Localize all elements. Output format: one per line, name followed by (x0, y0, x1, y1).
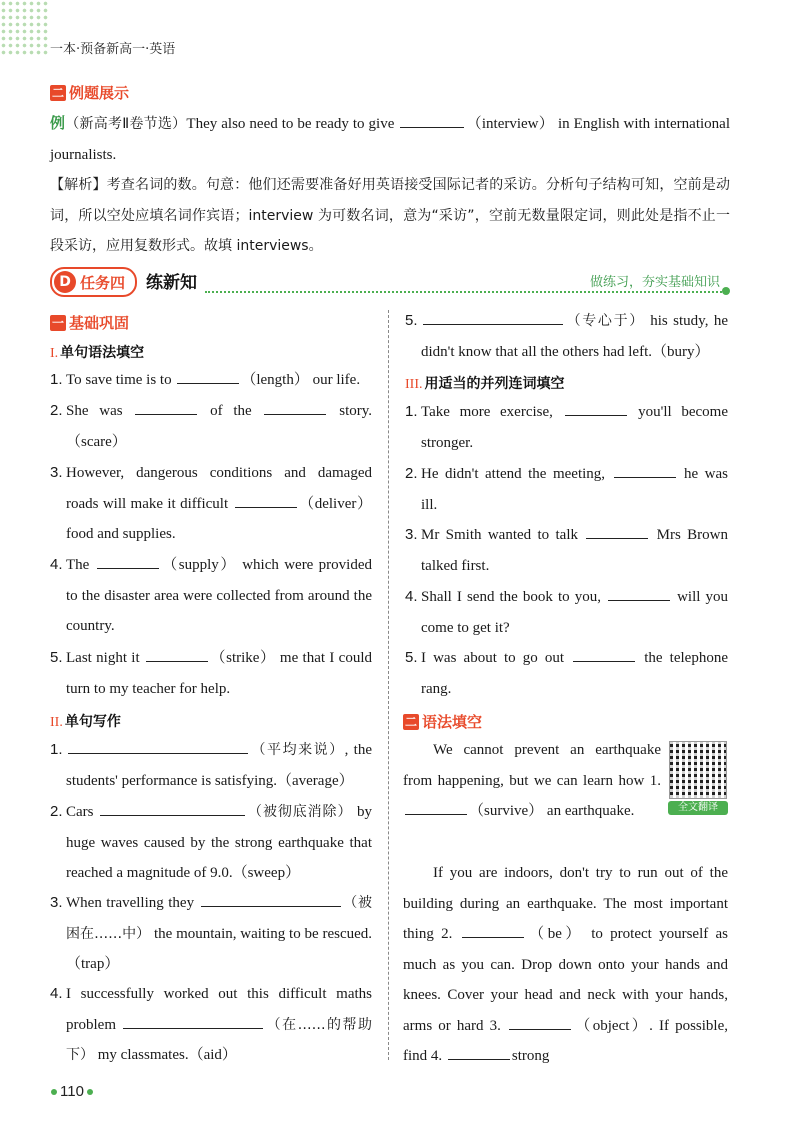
item-text: （deliver） food and supplies. (66, 495, 372, 542)
column-divider (388, 310, 389, 1060)
task-divider (205, 291, 726, 293)
item-text: To save time is to (66, 372, 176, 388)
qr-code[interactable] (668, 741, 728, 813)
basics-heading-label: 基础巩固 (69, 314, 130, 332)
section-mark: 一 (51, 315, 64, 330)
list-item (50, 643, 372, 704)
part1-title: 单句语法填空 (60, 345, 145, 361)
task-label: 任务四 (80, 273, 126, 292)
answer-blank[interactable] (201, 890, 341, 907)
example-sentence-before: They also need to be ready to give (186, 116, 399, 132)
part3-roman: III. (405, 377, 423, 392)
example-question (50, 108, 730, 170)
page-number (48, 1083, 96, 1100)
item-text: my classmates.（aid） (94, 1047, 237, 1063)
item-text: by huge waves caused by the strong earthquake that reached a magnitude of 9.0.（sweep） (66, 804, 373, 881)
answer-blank[interactable] (177, 367, 239, 384)
item-number: 5. (50, 649, 63, 666)
item-text: Last night it (66, 650, 144, 666)
item-number: 4. (405, 588, 418, 605)
item-text: When travelling they (66, 895, 199, 911)
answer-blank[interactable] (235, 491, 297, 508)
answer-blank[interactable] (264, 398, 326, 415)
answer-blank[interactable] (573, 645, 635, 662)
task-tagline: 做练习，夯实基础知识 (589, 275, 720, 290)
item-text: story.（scare） (66, 403, 373, 450)
item-number: 1. (50, 741, 63, 758)
list-item (405, 397, 728, 458)
item-text: Take more exercise, (421, 404, 563, 420)
item-number: 1. (405, 403, 418, 420)
item-number: 4. (50, 985, 63, 1002)
answer-blank[interactable] (565, 399, 627, 416)
passage-text: We cannot prevent an earthquake from happening, but we can learn how 1. (403, 742, 661, 789)
item-hint: （平均来说） (250, 742, 345, 758)
passage-text: If you are indoors, don't try to run out of the building during an earthquake. The most important thing 2. (403, 865, 728, 942)
item-number: 2. (50, 402, 63, 419)
answer-blank[interactable] (423, 308, 563, 325)
part1-roman: I. (50, 346, 59, 361)
section-mark: 二 (404, 714, 417, 729)
item-hint: （在……的帮助下） (66, 1016, 372, 1063)
page-dot-icon (51, 1089, 57, 1095)
item-text: However, dangerous conditions and damaged roads will make it difficult (66, 465, 372, 512)
passage-text: （be） to protect yourself as much as you can. Drop down onto your hands and knees. Cover your head and neck with your hands, arms or hard 3. (403, 926, 729, 1034)
running-header: 一本·预备新高一·英语 (50, 42, 176, 57)
list-item (405, 459, 728, 520)
item-number: 1. (50, 371, 63, 388)
task-end-dot (722, 287, 730, 295)
item-number: 3. (405, 526, 418, 543)
example-analysis (50, 170, 730, 262)
item-text: （supply） which were provided to the disaster area were collected from around the country. (66, 557, 372, 634)
example-label: 例 (50, 114, 66, 132)
item-hint: （被困在……中） (66, 895, 372, 942)
answer-blank[interactable] (608, 584, 670, 601)
item-text: I successfully worked out this difficult maths problem (66, 986, 372, 1033)
list-item (405, 643, 728, 704)
task-badge (50, 267, 137, 297)
passage-text: （object）. If possible, find 4. (403, 1017, 728, 1064)
item-number: 5. (405, 312, 418, 329)
part1-heading (50, 342, 144, 362)
item-text: I was about to go out (421, 650, 572, 666)
decorative-dots (0, 0, 48, 56)
answer-blank[interactable] (97, 552, 159, 569)
answer-blank[interactable] (405, 798, 467, 815)
item-text: The (66, 557, 95, 573)
task-title: 练新知 (146, 273, 197, 293)
passage-paragraph (403, 858, 728, 1072)
item-number: 3. (50, 894, 63, 911)
part2-title: 单句写作 (64, 714, 121, 730)
qr-code-icon (669, 741, 727, 799)
item-text: Mr Smith wanted to talk (421, 527, 585, 543)
item-number: 2. (50, 803, 63, 820)
list-item (50, 797, 372, 889)
passage-paragraph (403, 735, 661, 827)
analysis-text: 【解析】考查名词的数。句意：他们还需要准备好用英语接受国际记者的采访。分析句子结构可知，空前是动词，所以空处应填名词作宾语；interview 为可数名词，意为“采访”，空前无数量限定词，则此处是指不止一段采访，应用复数形式。故填 interviews。 (50, 177, 730, 254)
passage-text: （survive） an earthquake. (469, 803, 635, 819)
page-dot-icon (87, 1089, 93, 1095)
item-text: he was ill. (421, 466, 728, 513)
section-mark: 二 (51, 85, 64, 100)
item-text: She was (66, 403, 134, 419)
page-number-label: 110 (60, 1083, 84, 1100)
item-text: his study, he didn't know that all the others had left.（bury） (421, 313, 729, 360)
list-item (405, 582, 728, 643)
item-number: 3. (50, 464, 63, 481)
answer-blank[interactable] (448, 1043, 510, 1060)
part2-heading (50, 711, 121, 731)
item-hint: （被彻底消除） (247, 804, 353, 820)
grammar-fill-heading (403, 711, 482, 732)
item-text: Cars (66, 804, 99, 820)
item-text: the mountain, waiting to be rescued.（trap） (66, 925, 373, 972)
example-heading-label: 例题展示 (69, 84, 130, 102)
list-item (50, 979, 372, 1071)
answer-blank[interactable] (509, 1013, 571, 1030)
list-item (50, 365, 372, 396)
answer-blank[interactable] (123, 1012, 263, 1029)
list-item (405, 306, 728, 367)
list-item (50, 888, 372, 980)
item-text: He didn't attend the meeting, (421, 466, 612, 482)
list-item (405, 520, 728, 581)
list-item (50, 458, 372, 550)
list-item (50, 396, 372, 457)
item-text: （length） our life. (241, 372, 361, 388)
item-text: will you come to get it? (421, 589, 728, 636)
example-heading (50, 82, 129, 103)
answer-blank[interactable] (146, 645, 208, 662)
part3-heading (405, 373, 565, 393)
item-number: 2. (405, 465, 418, 482)
item-text: the telephone rang. (421, 650, 728, 697)
passage-text: strong (511, 1048, 550, 1064)
list-item (50, 735, 372, 796)
answer-blank[interactable] (100, 799, 245, 816)
answer-blank[interactable] (400, 111, 464, 128)
answer-blank[interactable] (614, 461, 676, 478)
answer-blank[interactable] (68, 737, 248, 754)
item-hint: （专心于） (565, 313, 645, 329)
answer-blank[interactable] (135, 398, 197, 415)
basics-heading (50, 312, 129, 333)
item-number: 5. (405, 649, 418, 666)
task-letter-icon: D (54, 271, 76, 293)
item-text: of the (199, 403, 263, 419)
item-text: Mrs Brown talked first. (421, 527, 728, 574)
answer-blank[interactable] (462, 921, 524, 938)
example-sentence-after: （interview） in English with international journalists. (50, 116, 730, 163)
grammar-fill-heading-label: 语法填空 (422, 713, 483, 731)
item-text: , the students' performance is satisfying.（average） (66, 742, 373, 789)
part3-title: 用适当的并列连词填空 (424, 376, 565, 392)
qr-label: 全文翻译 (668, 801, 728, 815)
example-source: （新高考Ⅱ卷节选） (65, 116, 187, 132)
task-banner (50, 267, 730, 295)
item-number: 4. (50, 556, 63, 573)
part2-roman: II. (50, 715, 63, 730)
item-text: you'll become stronger. (421, 404, 728, 451)
answer-blank[interactable] (586, 522, 648, 539)
item-text: （strike） me that I could turn to my teacher for help. (66, 650, 373, 697)
item-text: Shall I send the book to you, (421, 589, 607, 605)
list-item (50, 550, 372, 642)
